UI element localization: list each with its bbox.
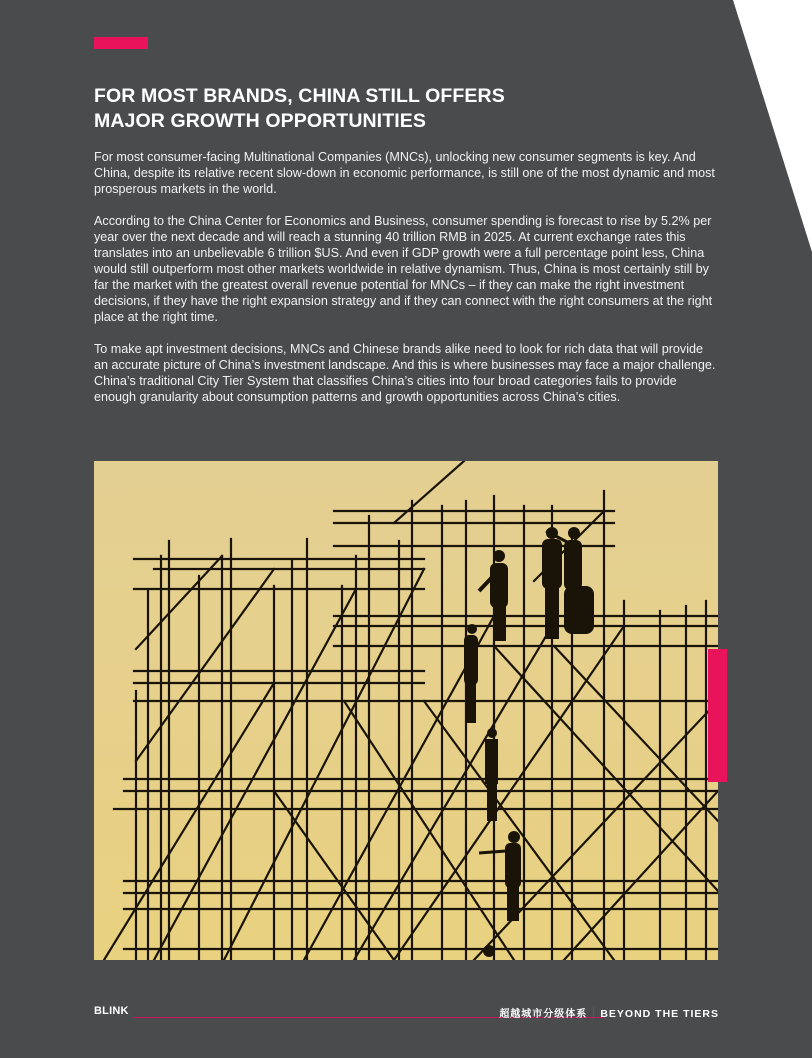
footer-chinese-title: 超越城市分级体系 [499, 1009, 588, 1020]
footer-title [499, 1005, 719, 1020]
paragraph-3: To make apt investment decisions, MNCs and Chinese brands alike need to look for rich data that will provide an accurate picture of China’s investment landscape. And this is where businesses may face a major challenge. China’s traditional City Tier System that classifies China’s cities into four broad categories fails to provide enough granularity about consumption patterns and growth opportunities across China’s cities. [94, 342, 716, 404]
accent-bar [94, 37, 148, 49]
footer-separator [593, 1007, 594, 1018]
footer-brand: BLINK [94, 1005, 129, 1017]
footer-english-title: BEYOND THE TIERS [600, 1008, 719, 1020]
footer [94, 1005, 719, 1021]
scaffolding-illustration [94, 461, 718, 960]
paragraph-1: For most consumer-facing Multinational Companies (MNCs), unlocking new consumer segments is key. And China, despite its relative recent slow-down in economic performance, is still one of the most dynamic and most prosperous markets in the world. [94, 150, 715, 196]
scaffolding-photo [94, 461, 718, 960]
paragraph-2: According to the China Center for Economics and Business, consumer spending is forecast to rise by 5.2% per year over the next decade and will reach a stunning 40 trillion RMB in 2025. At current exchange rates this translates into an unbelievable 6 trillion $US. And even if GDP growth were a full percentage point less, China would still outperform most other markets worldwide in relative dynamism. Thus, China is most certainly still by far the market with the greatest overall revenue potential for MNCs – if they can make the right investment decisions, if they have the right expansion strategy and if they can connect with the right consumers at the right place at the right time. [94, 214, 713, 324]
page-title-line-1: FOR MOST BRANDS, CHINA STILL OFFERS [94, 85, 505, 107]
body-text [94, 149, 720, 421]
page-title-line-2: MAJOR GROWTH OPPORTUNITIES [94, 110, 426, 132]
page-title [94, 84, 654, 134]
side-tab-marker [708, 649, 727, 782]
